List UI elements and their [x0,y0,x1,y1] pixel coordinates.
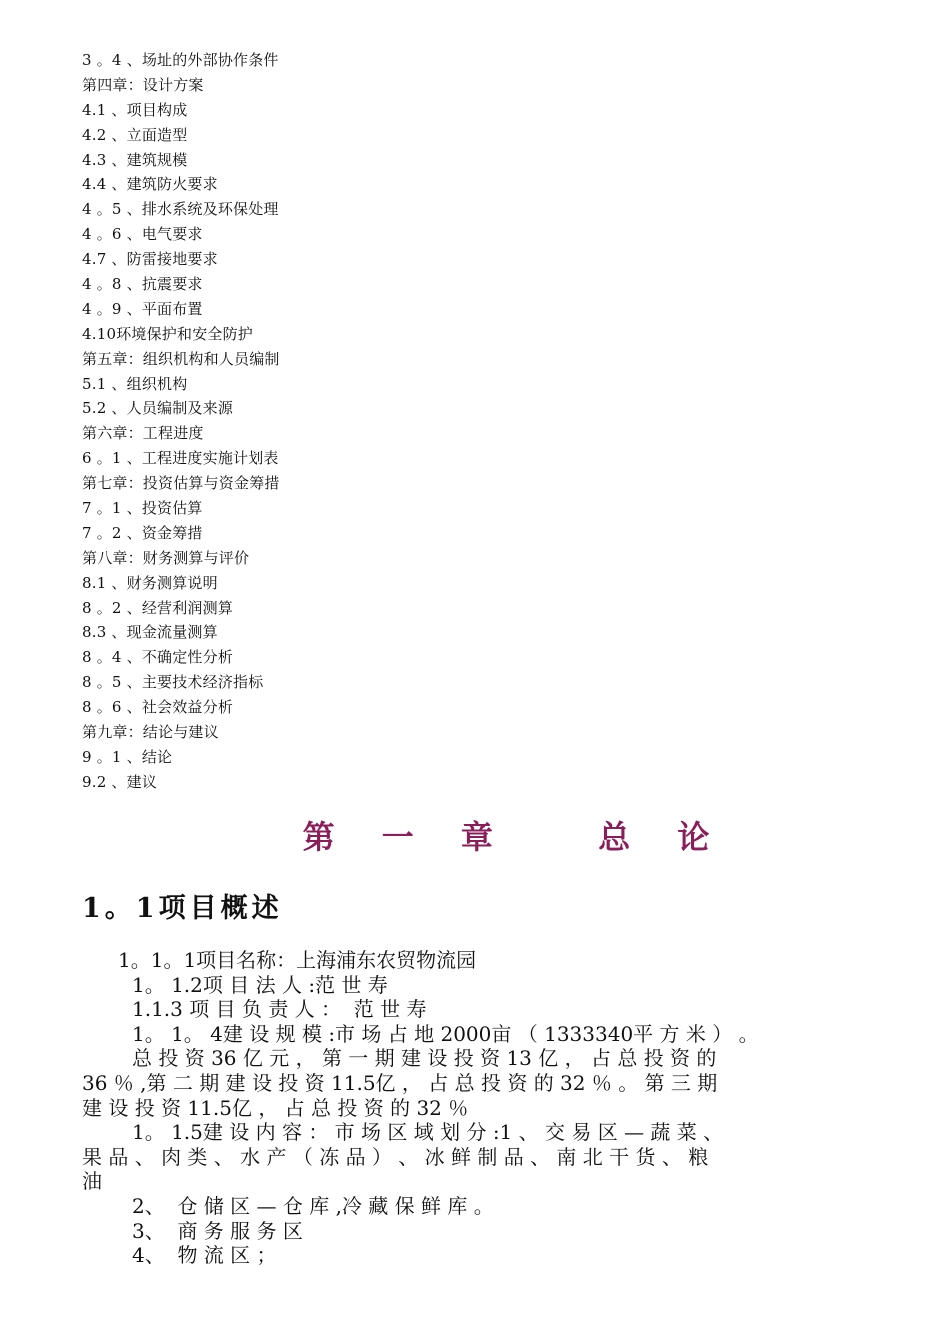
toc-item: 5.1 、组织机构 [82,374,188,393]
toc-item: 第七章：投资估算与资金筹措 [82,474,280,493]
toc-item: 7 。1 、投资估算 [82,499,203,518]
business-service-line: 3、 商 务 服 务 区 [132,1218,303,1243]
toc-item: 4 。6 、电气要求 [82,225,203,244]
chapter-title: 第 一 章 总 论 [302,818,728,856]
toc-item: 9.2 、建议 [82,772,158,791]
toc-item: 7 。2 、资金筹措 [82,523,203,542]
toc-item: 第六章：工程进度 [82,424,204,443]
project-leader-line: 1.1.3 项 目 负 责 人 ： 范 世 寿 [132,997,427,1022]
toc-item: 8 。6 、社会效益分析 [82,698,234,717]
construction-content-line-3: 油 [82,1169,102,1194]
toc-item: 4 。5 、排水系统及环保处理 [82,200,279,219]
toc-item: 8.1 、财务测算说明 [82,573,218,592]
construction-content-line-1: 1。 1.5建 设 内 容 ： 市 场 区 域 划 分 :1 、 交 易 区 — 蔬 菜 、 [132,1120,724,1145]
toc-item: 4.7 、防雷接地要求 [82,250,218,269]
toc-item: 8 。2 、经营利润测算 [82,598,234,617]
toc-item: 第四章：设计方案 [82,75,204,94]
storage-area-line: 2、 仓 储 区 — 仓 库 ,冷 藏 保 鲜 库 。 [132,1193,494,1218]
toc-item: 4.2 、立面造型 [82,125,188,144]
toc-item: 6 。1 、工程进度实施计划表 [82,449,279,468]
toc-item: 4.4 、建筑防火要求 [82,175,218,194]
construction-content-line-2: 果 品 、 肉 类 、 水 产 （ 冻 品 ） 、 冰 鲜 制 品 、 南 北 干 货 、 粮 [82,1144,709,1169]
toc-item: 4.10环境保护和安全防护 [82,324,253,343]
toc-item: 第九章：结论与建议 [82,723,219,742]
logistics-area-line: 4、 物 流 区 ； [132,1243,277,1268]
toc-item: 第八章：财务测算与评价 [82,548,250,567]
toc-item: 3 。4 、场址的外部协作条件 [82,51,279,69]
construction-scale-line: 1。 1。 4建 设 规 模 :市 场 占 地 2000亩 （ 1333340平 方 米 ） 。 [132,1021,759,1046]
toc-item: 第五章：组织机构和人员编制 [82,349,280,368]
investment-line-3: 建 设 投 资 11.5亿 ， 占 总 投 资 的 32 ％ [82,1095,469,1120]
investment-line-1: 总 投 资 36 亿 元 ， 第 一 期 建 设 投 资 13 亿 ， 占 总 投 资 的 [132,1046,717,1071]
section-body [82,948,882,1268]
toc-item: 4.1 、项目构成 [82,100,188,119]
toc-item: 8 。5 、主要技术经济指标 [82,673,264,692]
toc-item: 4.3 、建筑规模 [82,150,188,169]
toc-item: 4 。8 、抗震要求 [82,275,203,294]
table-of-contents [82,48,502,795]
toc-item: 8.3 、现金流量测算 [82,623,218,642]
investment-line-2: 36 ％ ,第 二 期 建 设 投 资 11.5亿 ， 占 总 投 资 的 32 ％ 。 第 三 期 [82,1070,718,1095]
legal-person-line: 1。 1.2项 目 法 人 :范 世 寿 [132,972,388,997]
toc-item: 4 。9 、平面布置 [82,299,203,318]
section-title: 1。1项目概述 [82,893,283,924]
toc-item: 5.2 、人员编制及来源 [82,399,234,418]
toc-item: 8 。4 、不确定性分析 [82,648,234,667]
project-name-line: 1。1。1项目名称：上海浦东农贸物流园 [118,948,477,972]
toc-item: 9 。1 、结论 [82,747,173,766]
